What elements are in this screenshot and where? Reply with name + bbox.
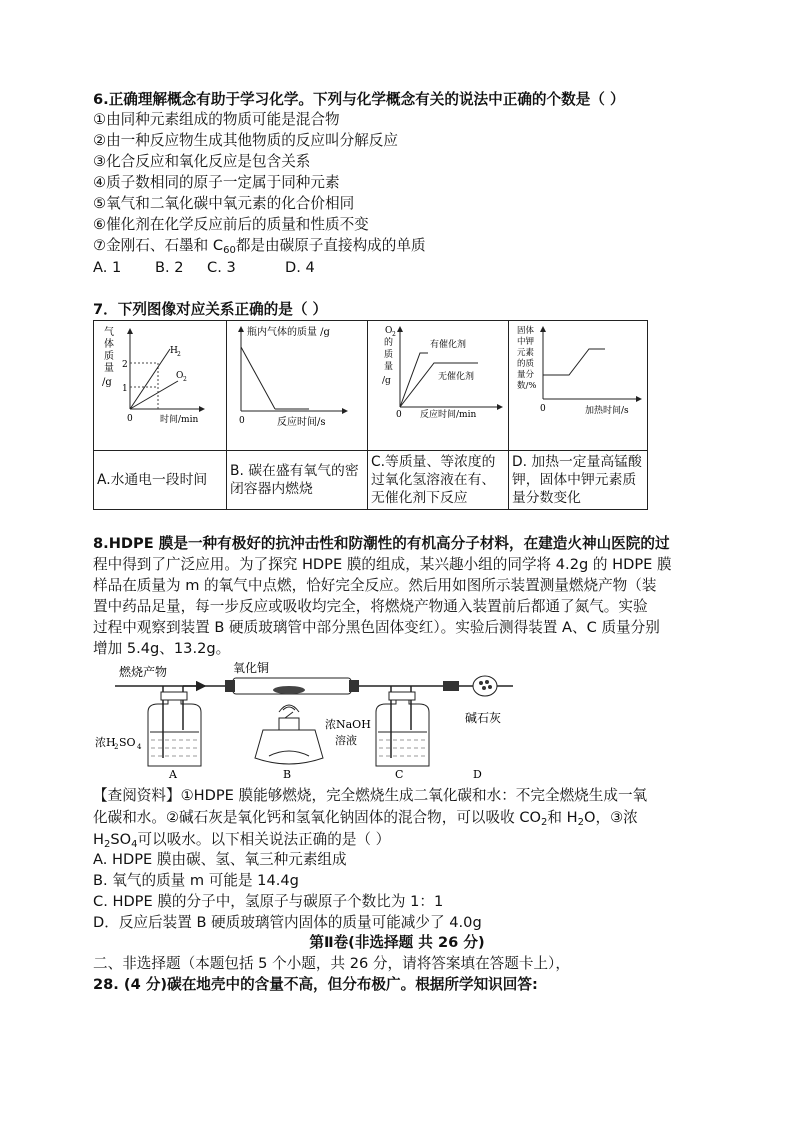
bottle-a xyxy=(148,686,201,766)
svg-text:A: A xyxy=(169,768,177,781)
svg-text:量: 量 xyxy=(384,362,394,372)
graph-d-cell xyxy=(509,321,648,451)
q6-item-4: ④质子数相同的原子一定属于同种元素 xyxy=(93,174,340,191)
svg-text:0: 0 xyxy=(540,404,546,414)
svg-text:的: 的 xyxy=(384,338,394,348)
svg-text:数/%: 数/% xyxy=(517,381,537,391)
caption-c: C.等质量、等浓度的过氧化氢溶液在有、无催化剂下反应 xyxy=(368,451,509,510)
svg-text:氧化铜: 氧化铜 xyxy=(233,661,270,675)
q6-item-6: ⑥催化剂在化学反应前后的质量和性质不变 xyxy=(93,216,369,233)
q6-item-2: ②由一种反应物生成其他物质的反应叫分解反应 xyxy=(93,132,398,149)
caption-d: D. 加热一定量高锰酸钾，固体中钾元素质量分数变化 xyxy=(509,451,648,510)
svg-text:量分: 量分 xyxy=(517,370,535,380)
q8-para-5: 过程中观察到装置 B 硬质玻璃管中部分黑色固体变红）。实验后测得装置 A、C 质量分别 xyxy=(93,619,660,636)
svg-text:的质: 的质 xyxy=(517,359,535,369)
q6-item-7: ⑦金刚石、石墨和 $C_{60}$都是由碳原子直接构成的单质 xyxy=(93,237,426,256)
svg-text:时间/min: 时间/min xyxy=(160,415,199,425)
q6-option-a: A. 1 xyxy=(93,259,122,276)
svg-text:浓NaOH: 浓NaOH xyxy=(325,718,371,731)
q6-stem: 6.正确理解概念有助于学习化学。下列与化学概念有关的说法中正确的个数是（ ） xyxy=(93,91,625,108)
q8-info-1: 【查阅资料】①HDPE 膜能够燃烧，完全燃烧生成二氧化碳和水：不完全燃烧生成一氧 xyxy=(93,787,648,804)
q6-item-1: ①由同种元素组成的物质可能是混合物 xyxy=(93,111,340,128)
svg-text:溶液: 溶液 xyxy=(335,734,357,747)
svg-text:碱石灰: 碱石灰 xyxy=(465,711,502,725)
graph-d xyxy=(509,321,647,446)
svg-text:2: 2 xyxy=(177,351,181,358)
graph-c xyxy=(368,321,508,446)
q8-info-3: $H_2SO_4$可以吸水。以下相关说法正确的是（ ） xyxy=(93,831,391,850)
caption-a: A.水通电一段时间 xyxy=(94,451,227,510)
svg-text:B: B xyxy=(283,768,292,781)
graph-a-cell xyxy=(94,321,227,451)
part2-intro: 二、非选择题（本题包括 5 个小题，共 26 分，请将答案填在答题卡上）， xyxy=(93,955,570,972)
svg-text:1: 1 xyxy=(122,384,128,394)
q7-graph-table xyxy=(93,320,648,510)
graph-b xyxy=(227,321,367,446)
svg-text:C: C xyxy=(395,768,404,781)
svg-text:2: 2 xyxy=(122,360,128,370)
svg-text:SO: SO xyxy=(119,736,136,749)
svg-text:O: O xyxy=(176,371,184,381)
q28-stem: 28. (4 分)碳在地壳中的含量不高，但分布极广。根据所学知识回答: xyxy=(93,976,538,993)
q8-option-d: D．反应后装置 B 硬质玻璃管内固体的质量可能减少了 4.0g xyxy=(93,914,482,931)
svg-text:瓶内气体的质量 /g: 瓶内气体的质量 /g xyxy=(247,327,330,338)
svg-text:0: 0 xyxy=(396,410,402,420)
svg-text:/g: /g xyxy=(102,377,112,388)
svg-text:无催化剂: 无催化剂 xyxy=(438,372,475,382)
q8-option-c: C. HDPE 膜的分子中，氢原子与碳原子个数比为 1：1 xyxy=(93,893,444,910)
svg-text:气: 气 xyxy=(104,327,114,338)
svg-text:反应时间/s: 反应时间/s xyxy=(277,417,326,428)
graph-b-cell xyxy=(227,321,368,451)
svg-text:4: 4 xyxy=(137,743,142,751)
svg-text:燃烧产物: 燃烧产物 xyxy=(119,665,168,679)
apparatus-diagram xyxy=(93,660,553,782)
q8-para-4: 置中药品足量，每一步反应或吸收均完全，将燃烧产物通入装置前后都通了氮气。实验 xyxy=(93,598,648,615)
svg-text:2: 2 xyxy=(392,331,396,338)
bottle-c xyxy=(376,686,429,766)
svg-text:中钾: 中钾 xyxy=(517,337,535,347)
svg-text:2: 2 xyxy=(114,743,119,751)
svg-text:/g: /g xyxy=(382,376,391,386)
svg-text:量: 量 xyxy=(104,363,114,374)
svg-text:0: 0 xyxy=(239,416,245,426)
svg-text:质: 质 xyxy=(104,351,114,362)
q8-para-3: 样品在质量为 m 的氧气中点燃，恰好完全反应。然后用如图所示装置测量燃烧产物（装 xyxy=(93,577,657,594)
svg-text:2: 2 xyxy=(183,376,187,383)
svg-text:反应时间/min: 反应时间/min xyxy=(420,410,477,420)
svg-text:浓H: 浓H xyxy=(95,736,116,749)
svg-text:D: D xyxy=(473,768,482,781)
svg-text:O: O xyxy=(385,326,393,336)
part2-title: 第Ⅱ卷(非选择题 共 26 分) xyxy=(309,934,485,951)
svg-text:元素: 元素 xyxy=(517,348,535,358)
svg-text:H: H xyxy=(170,346,178,356)
caption-b: B. 碳在盛有氧气的密闭容器内燃烧 xyxy=(227,451,368,510)
svg-text:固体: 固体 xyxy=(517,326,535,336)
q6-option-b: B. 2 xyxy=(155,259,184,276)
svg-text:体: 体 xyxy=(104,339,114,350)
q8-option-b: B. 氧气的质量 m 可能是 14.4g xyxy=(93,872,299,889)
q8-info-2: 化碳和水。②碱石灰是氧化钙和氢氧化钠固体的混合物，可以吸收 $CO_2$和 $H_2O$，③浓 xyxy=(93,809,638,828)
q6-item-3: ③化合反应和氧化反应是包含关系 xyxy=(93,153,311,170)
q6-option-d: D. 4 xyxy=(285,259,315,276)
q7-stem: 7．下列图像对应关系正确的是（ ） xyxy=(93,301,328,318)
q8-para-2: 程中得到了广泛应用。为了探究 HDPE 膜的组成，某兴趣小组的同学将 4.2g 的 HDPE 膜 xyxy=(93,556,672,573)
drying-tube-d xyxy=(411,676,513,696)
svg-text:有催化剂: 有催化剂 xyxy=(430,340,467,350)
svg-text:0: 0 xyxy=(127,414,133,424)
q8-para-1: 8.HDPE 膜是一种有极好的抗沖击性和防潮性的有机高分子材料，在建造火神山医院的过 xyxy=(93,535,670,552)
svg-text:加热时间/s: 加热时间/s xyxy=(585,406,629,416)
graph-a xyxy=(94,321,226,446)
q6-item-5: ⑤氧气和二氧化碳中氧元素的化合价相同 xyxy=(93,195,355,212)
q6-options xyxy=(93,258,315,278)
q6-option-c: C. 3 xyxy=(207,259,236,276)
graph-c-cell xyxy=(368,321,509,451)
q8-para-6: 增加 5.4g、13.2g。 xyxy=(93,640,231,657)
q8-option-a: A. HDPE 膜由碳、氢、氧三种元素组成 xyxy=(93,851,347,868)
svg-text:质: 质 xyxy=(384,350,394,360)
